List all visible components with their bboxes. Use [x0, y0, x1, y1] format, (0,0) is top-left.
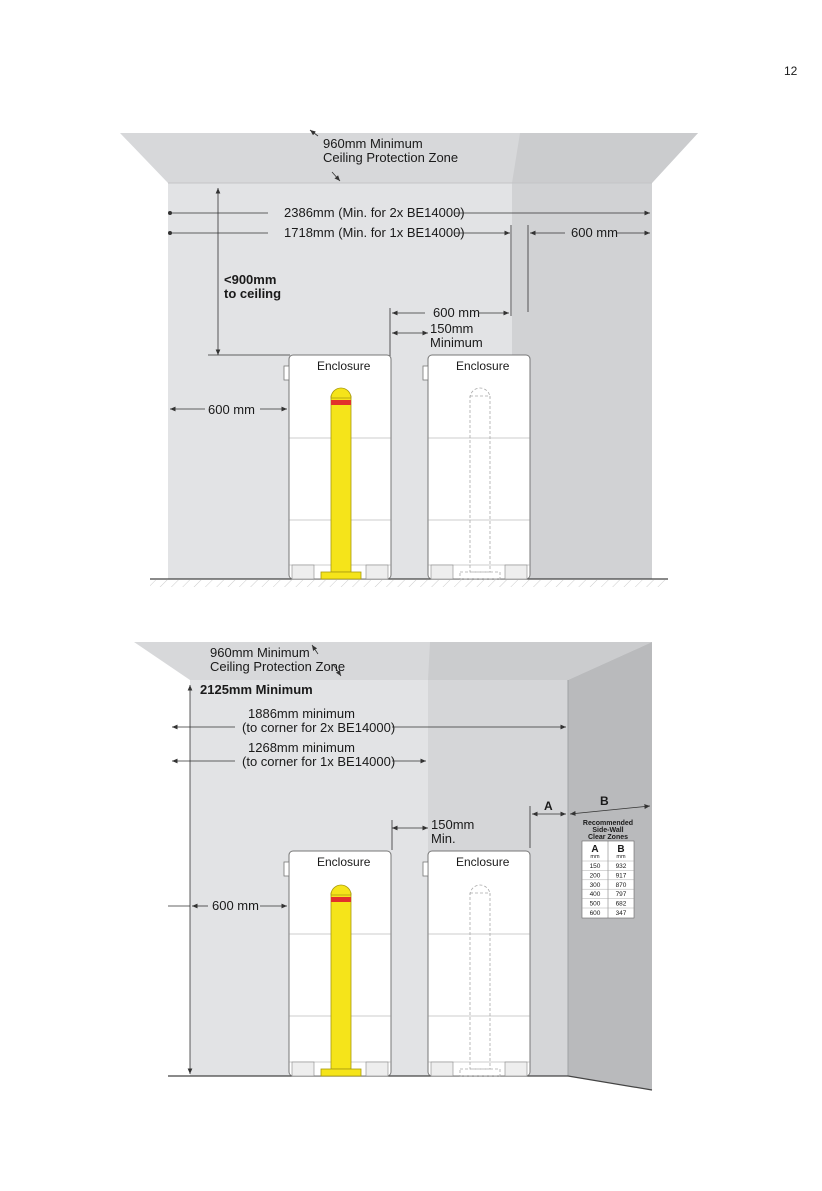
top-to-ceiling-line1: <900mm	[224, 272, 277, 287]
table-cell-a: 300	[589, 881, 601, 889]
top-enclosure-left	[284, 355, 391, 579]
table-title-line3: Clear Zones	[587, 834, 629, 841]
table-col-b: B	[617, 844, 625, 855]
bottom-corner-2x-line1: 1886mm minimum	[248, 706, 355, 721]
bottom-label-b: B	[600, 794, 609, 808]
table-cell-b: 682	[615, 900, 627, 908]
table-cell-b: 870	[615, 881, 627, 889]
top-ceiling-right-shade	[512, 133, 698, 183]
table-cell-a: 500	[589, 900, 601, 908]
bottom-enclosure-left	[284, 851, 391, 1076]
table-cell-b: 917	[615, 872, 627, 880]
top-ceiling-zone-line2: Ceiling Protection Zone	[323, 150, 459, 165]
bottom-enclosure-right	[423, 851, 530, 1076]
top-enclosure-right-label: Enclosure	[456, 359, 510, 373]
bottom-enclosure-left-label: Enclosure	[317, 855, 371, 869]
top-ceiling-zone-line1: 960mm Minimum	[323, 136, 423, 151]
bottom-gap-150-line1: 150mm	[431, 817, 475, 832]
top-left-600-label: 600 mm	[208, 402, 255, 417]
table-cell-a: 200	[589, 872, 601, 880]
top-diagram	[120, 130, 698, 587]
table-unit-b: mm	[616, 854, 626, 860]
top-enclosure-right	[423, 355, 530, 579]
bottom-height-label: 2125mm Minimum	[200, 682, 313, 697]
bottom-gap-150-line2: Min.	[431, 831, 456, 846]
bottom-label-a: A	[544, 799, 553, 813]
table-col-a: A	[591, 844, 599, 855]
side-wall-clear-zones-table	[582, 820, 634, 918]
bottom-ceiling-zone-line1: 960mm Minimum	[210, 645, 310, 660]
top-width-2x-label: 2386mm (Min. for 2x BE14000)	[284, 205, 465, 220]
page-number: 12	[784, 64, 798, 78]
bottom-left-600-label: 600 mm	[212, 898, 259, 913]
top-gap-150-line1: 150mm	[430, 321, 474, 336]
table-title-line2: Side-Wall	[592, 827, 624, 834]
top-gap-150-line2: Minimum	[430, 335, 483, 350]
table-cell-a: 600	[589, 910, 601, 917]
table-cell-a: 150	[589, 863, 601, 870]
table-unit-a: mm	[590, 854, 600, 860]
bottom-corner-1x-line1: 1268mm minimum	[248, 740, 355, 755]
table-cell-b: 932	[615, 863, 627, 870]
top-to-ceiling-line2: to ceiling	[224, 286, 282, 301]
top-gap-600-label: 600 mm	[433, 305, 480, 320]
table-cell-b: 797	[615, 891, 627, 899]
top-side-600-label: 600 mm	[571, 225, 618, 240]
table-cell-b: 347	[615, 910, 627, 917]
table-title-line1: Recommended	[582, 820, 634, 827]
top-enclosure-left-label: Enclosure	[317, 359, 371, 373]
bottom-enclosure-right-label: Enclosure	[456, 855, 510, 869]
bottom-ceiling-zone-line2: Ceiling Protection Zone	[210, 659, 346, 674]
bottom-corner-2x-line2: (to corner for 2x BE14000)	[242, 720, 396, 735]
bottom-diagram	[134, 642, 652, 1090]
bottom-corner-1x-line2: (to corner for 1x BE14000)	[242, 754, 396, 769]
table-cell-a: 400	[589, 891, 601, 899]
top-right-wall	[512, 183, 652, 579]
top-width-1x-label: 1718mm (Min. for 1x BE14000)	[284, 225, 465, 240]
